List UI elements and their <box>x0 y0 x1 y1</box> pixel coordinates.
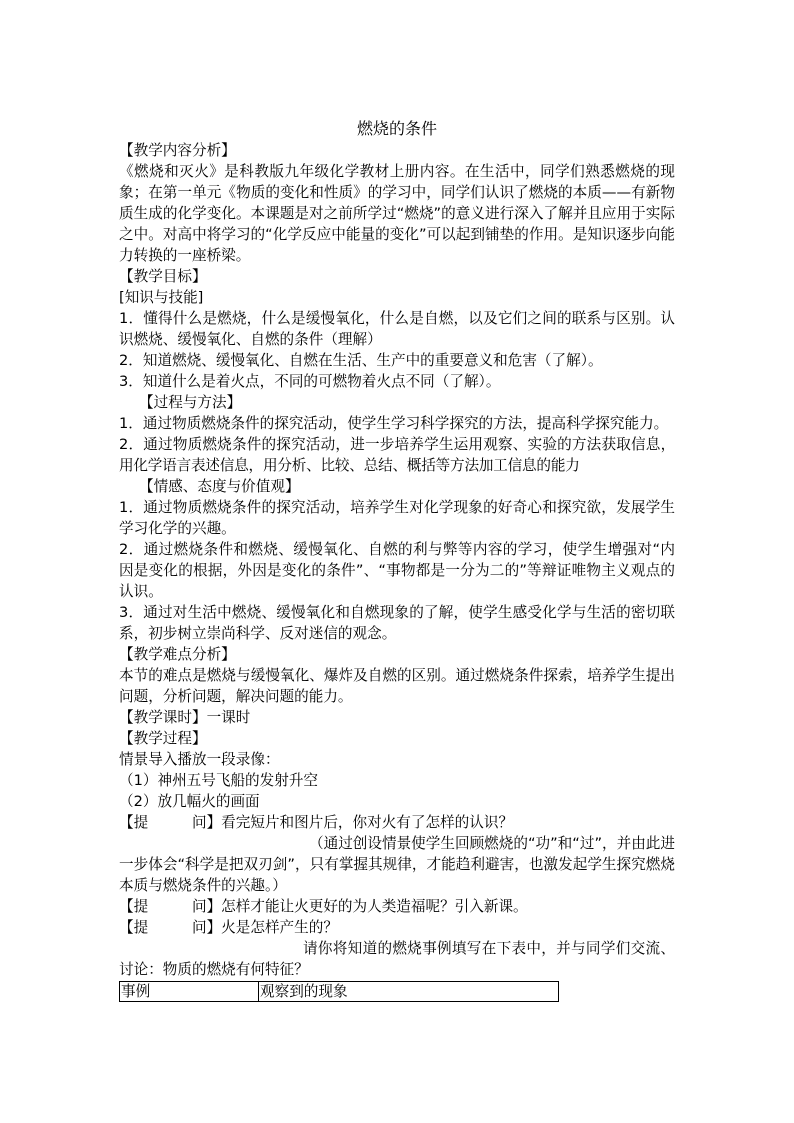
knowledge-item-1: 1．懂得什么是燃烧，什么是缓慢氧化，什么是自燃，以及它们之间的联系与区别。认识燃烧、缓慢氧化、自燃的条件（理解） <box>119 310 675 348</box>
heading-teaching-procedure: 【教学过程】 <box>119 730 207 747</box>
table-header-row <box>120 982 559 1002</box>
emotion-item-1: 1．通过物质燃烧条件的探究活动，培养学生对化学现象的好奇心和探究欲，发展学生学习化学的兴趣。 <box>119 499 675 537</box>
document-title: 燃烧的条件 <box>356 119 437 138</box>
intro-line: 情景导入播放一段录像： <box>119 751 280 768</box>
table-header-phenomenon: 观察到的现象 <box>259 982 559 1002</box>
knowledge-item-2: 2．知道燃烧、缓慢氧化、自燃在生活、生产中的重要意义和危害（了解）。 <box>119 352 603 369</box>
heading-teaching-goals: 【教学目标】 <box>119 268 207 285</box>
knowledge-item-3: 3．知道什么是着火点，不同的可燃物着火点不同（了解）。 <box>119 373 501 390</box>
heading-knowledge-skills: [知识与技能] <box>119 289 204 306</box>
heading-process-methods: 【过程与方法】 <box>139 394 242 411</box>
task-instruction: 请你将知道的燃烧事例填写在下表中，并与同学们交流、讨论：物质的燃烧有何特征？ <box>119 940 675 978</box>
difficulty-paragraph: 本节的难点是燃烧与缓慢氧化、爆炸及自燃的区别。通过燃烧条件探索，培养学生提出问题，分析问题，解决问题的能力。 <box>119 667 675 705</box>
question-1-note: （通过创设情景使学生回顾燃烧的“功”和“过”，并由此进一步体会“科学是把双刃剑”，只有掌握其规律，才能趋利避害，也激发起学生探究燃烧本质与燃烧条件的兴趣。） <box>119 835 675 894</box>
emotion-item-3: 3．通过对生活中燃烧、缓慢氧化和自燃现象的了解，使学生感受化学与生活的密切联系，初步树立崇尚科学、反对迷信的观念。 <box>119 604 675 642</box>
process-item-2: 2．通过物质燃烧条件的探究活动，进一步培养学生运用观察、实验的方法获取信息，用化学语言表述信息，用分析、比较、总结、概括等方法加工信息的能力 <box>119 436 675 474</box>
question-3: 【提 问】火是怎样产生的？ <box>119 919 338 936</box>
heading-content-analysis: 【教学内容分析】 <box>119 142 236 159</box>
video-item-2: （2）放几幅火的画面 <box>119 793 260 810</box>
heading-class-hours: 【教学课时】一课时 <box>119 709 251 726</box>
heading-emotion-values: 【情感、态度与价值观】 <box>139 478 300 495</box>
process-item-1: 1．通过物质燃烧条件的探究活动，使学生学习科学探究的方法，提高科学探究能力。 <box>119 415 669 432</box>
heading-difficulty-analysis: 【教学难点分析】 <box>119 646 236 663</box>
video-item-1: （1）神州五号飞船的发射升空 <box>119 772 319 789</box>
question-1: 【提 问】看完短片和图片后，你对火有了怎样的认识？ <box>119 814 514 831</box>
question-2: 【提 问】怎样才能让火更好的为人类造福呢？引入新课。 <box>119 898 528 915</box>
table-header-example: 事例 <box>120 982 259 1002</box>
observation-table <box>119 981 559 1002</box>
document-body <box>119 140 675 1002</box>
content-analysis-paragraph: 《燃烧和灭火》是科教版九年级化学教材上册内容。在生活中，同学们熟悉燃烧的现象；在第一单元《物质的变化和性质》的学习中，同学们认识了燃烧的本质——有新物质生成的化学变化。本课题是对之前所学过“燃烧”的意义进行深入了解并且应用于实际之中。对高中将学习的“化学反应中能量的变化”可以起到铺垫的作用。是知识逐步向能力转换的一座桥梁。 <box>119 163 675 264</box>
emotion-item-2: 2．通过燃烧条件和燃烧、缓慢氧化、自燃的利与弊等内容的学习，使学生增强对“内因是变化的根据，外因是变化的条件”、“事物都是一分为二的”等辩证唯物主义观点的认识。 <box>119 541 675 600</box>
